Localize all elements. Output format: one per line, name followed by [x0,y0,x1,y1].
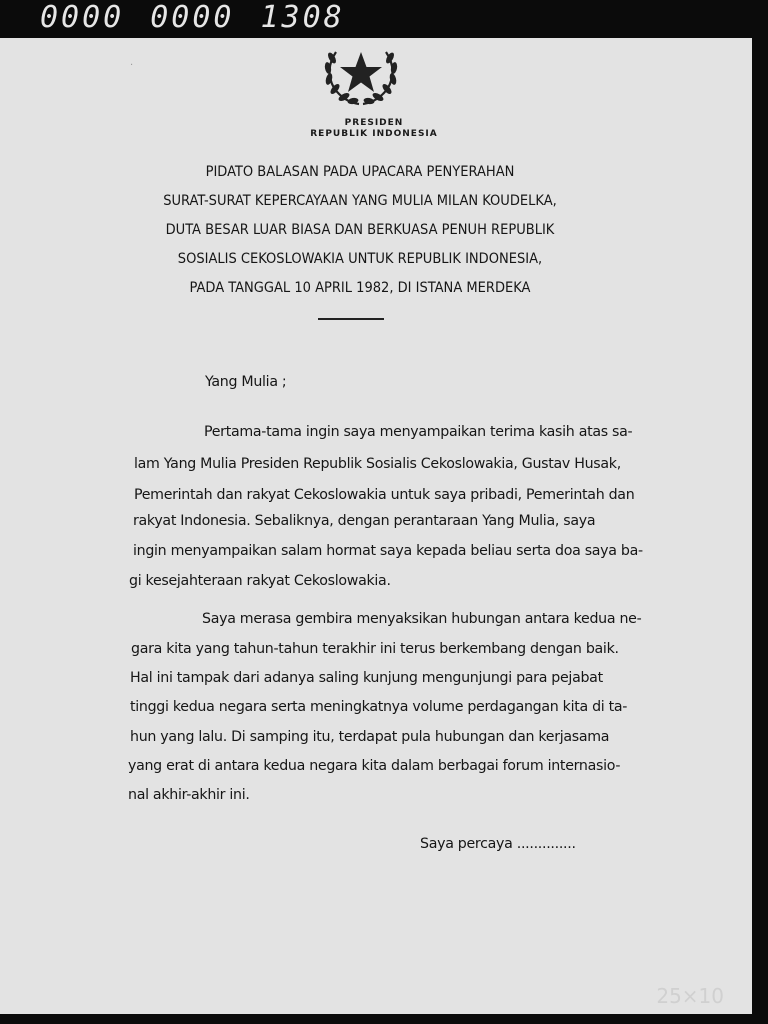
salutation: Yang Mulia ; [205,374,287,390]
star-wreath-emblem-icon [318,40,404,108]
paragraph-line: rakyat Indonesia. Sebaliknya, dengan perantaraan Yang Mulia, saya [133,513,596,529]
paragraph-line: gara kita yang tahun-tahun terakhir ini terus berkembang dengan baik. [131,641,619,657]
film-frame-code [40,0,371,36]
document-page [0,38,752,1014]
paragraph-line: hun yang lalu. Di samping itu, terdapat pula hubungan dan kerjasama [130,729,610,745]
paragraph-line: ingin menyampaikan salam hormat saya kepada beliau serta doa saya ba- [133,543,643,559]
letterhead-line-presiden: PRESIDEN [344,118,404,128]
paragraph-line: Hal ini tampak dari adanya saling kunjung mengunjungi para pejabat [130,670,603,686]
continuation-text: Saya percaya .............. [420,836,576,852]
corner-mark: 25×10 [656,984,724,1008]
paragraph-line: gi kesejahteraan rakyat Cekoslowakia. [129,573,391,589]
paragraph-line: yang erat di antara kedua negara kita dalam berbagai forum internasio- [128,758,621,774]
title-line: SURAT-SURAT KEPERCAYAAN YANG MULIA MILAN KOUDELKA, [163,193,557,209]
film-code-part: 0000 [150,0,235,35]
speck-mark: · [130,60,134,71]
title-line: PADA TANGGAL 10 APRIL 1982, DI ISTANA MERDEKA [189,280,531,296]
paragraph-line: lam Yang Mulia Presiden Republik Sosialis Cekoslowakia, Gustav Husak, [134,456,621,472]
paragraph-line: Pemerintah dan rakyat Cekoslowakia untuk saya pribadi, Pemerintah dan [134,487,635,503]
paragraph-line: nal akhir-akhir ini. [128,787,250,803]
film-code-part: 0000 [40,0,125,35]
letterhead-line-republik: REPUBLIK INDONESIA [310,129,438,139]
paragraph-line: Pertama-tama ingin saya menyampaikan terima kasih atas sa- [204,424,633,440]
film-code-part: 1308 [260,0,345,35]
document-title [100,158,620,303]
paragraph-line: tinggi kedua negara serta meningkatnya volume perdagangan kita di ta- [130,699,628,715]
paragraph-line: Saya merasa gembira menyaksikan hubungan antara kedua ne- [202,611,642,627]
title-line: PIDATO BALASAN PADA UPACARA PENYERAHAN [205,164,515,180]
title-divider [318,318,384,320]
title-line: SOSIALIS CEKOSLOWAKIA UNTUK REPUBLIK INDONESIA, [177,251,543,267]
title-line: DUTA BESAR LUAR BIASA DAN BERKUASA PENUH REPUBLIK [165,222,555,238]
